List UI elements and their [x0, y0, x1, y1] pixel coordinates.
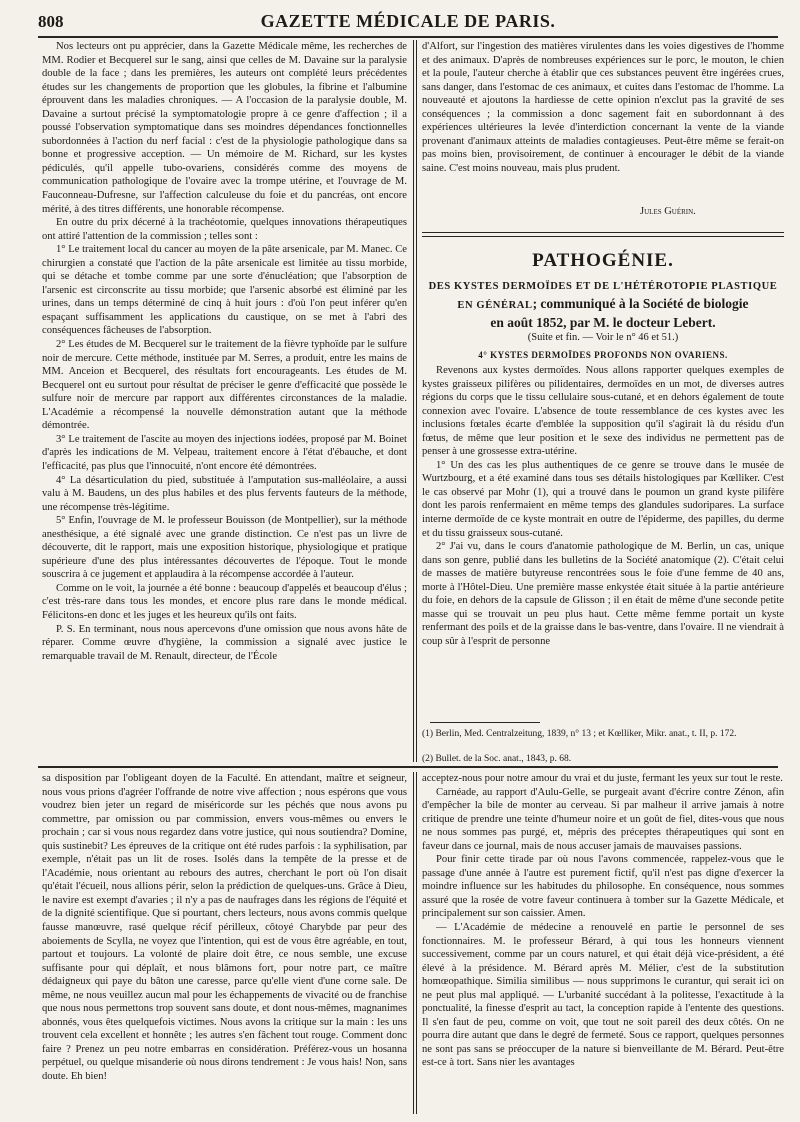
section-title: PATHOGÉNIE.: [532, 250, 674, 271]
page-number: 808: [38, 12, 64, 31]
paragraph: sa disposition par l'obligeant doyen de la Faculté. En attendant, maître et seigneur, nous vous prions d'agréer l'offrande de notre vive affection ; nous espérons que vous voudrez bien jeter un regard de miséricorde sur les péchés que nous avons pu commettre, par omission ou par commission, envers vous-mêmes ou envers le prochain ; car si vous nous regardez dans votre justice, qui nous soutiendra? Domine, quis sustinebit? Les épreuves de la critique ont été rudes parfois : la syphilisation, par exemple, n'était pas un lit de roses. Isolés dans la tempête de la presse et de l'Académie, nous orientant au rebours des autres, cherchant le port où l'on disait qu'était l'écueil, nous allions périr, selon la prédiction de quelques-uns. Grâce à Dieu, le navire est exempt d'avaries ; il n'y a pas de naufrages dans les régions de l'équité et de la dignité scientifique. Que si pourtant, chers lecteurs, nous avons commis quelque fausse manœuvre, rasé quelque récif périlleux, côtoyé Charybde par peur des aboiements de Scylla, ne voyez que l'intention, qui est de vous être agréable, en tout, partout et toujours. La volonté de plaire doit être, ce nous semble, une excuse suffisante pour qui déplaît, et nous blâmons fort, pour notre part, ce maître dédaigneux qui paye du bâton une caresse, parce qu'elle vient d'une corne sale. De même, ne nous veuillez aucun mal pour les échappements de vivacité ou de franchise que nous nous permettons trop souvent sans doute, et dont nous-mêmes, magnanimes abonnés, vous êtes quelquefois victimes. Nous avons la critique sur la main : les uns trouvent cela excellent et honnête ; les autres s'en fâchent tout rouge. Comment donc faire ? Prenez un peu notre embarras en considération. Préférez-vous un hosanna perpétuel, ou quelque misanderie où nous dirons tendrement : Je vous hais! Non, sans doute. Eh bien!: [42, 773, 407, 1083]
paragraph: 2° J'ai vu, dans le cours d'anatomie pathologique de M. Berlin, un cas, unique dans son genre, publié dans les bulletins de la Société anatomique (2). C'était celui de masses de matière butyreuse rencontrées sous le foie d'une femme de 40 ans, morte à l'Hôtel-Dieu. Une première masse enkystée était située à la partie antérieure du foie, en dehors de la capsule de Glisson ; il en était de même d'une seconde petite masse qui se trouvait un peu plus haut. Cette même femme portait un kyste renfermant des poils et de la graisse dans le bas-ventre, dans l'ovaire. Il ne viendrait à coup sûr à l'esprit de personne: [422, 541, 784, 647]
paragraph: 1° Le traitement local du cancer au moyen de la pâte arsenicale, par M. Manec. Ce chirurgien a constaté que l'action de la pâte arsenicale est limitée au tissu morbide, qui se détache et tombe comme par une sorte d'énucléation; que l'absorption de l'arsenic est circonscrite au tissu morbide; que l'arsenic absorbé est éliminé par les urines, dans un temps déterminé de cinq à huit jours : d'où l'on peut inférer qu'en espaçant suffisamment les applications du caustique, on se met à l'abri des conséquences fâcheuses de l'absorption.: [42, 244, 407, 337]
article-title-part: ; communiqué à la Société de biologie: [532, 296, 749, 311]
author-signature: Jules Guérin.: [640, 206, 696, 217]
footnote: (1) Berlin, Med. Centralzeitung, 1839, n° 13 ; et Kœlliker, Mikr. anat., t. II, p. 172.: [422, 729, 737, 739]
column-left-top: [42, 40, 407, 750]
paragraph: acceptez-nous pour notre amour du vrai et du juste, fermant les yeux sur tout le reste.: [422, 773, 783, 784]
horizontal-divider: [38, 766, 778, 768]
section-divider: [422, 232, 784, 237]
paragraph: Comme on le voit, la journée a été bonne : beaucoup d'appelés et beaucoup d'élus ; c'est très-rare dans tous les mondes, et encore plus rare dans le monde médical. Félicitons-en donc et les juges et les heureux qu'ils ont faits.: [42, 582, 407, 621]
footnote-rule: [430, 722, 540, 723]
column-divider-bottom: [413, 772, 417, 1114]
article-title-line: DES KYSTES DERMOÏDES ET DE L'HÉTÉROTOPIE PLASTIQUE: [428, 281, 778, 292]
paragraph: 5° Enfin, l'ouvrage de M. le professeur Bouisson (de Montpellier), sur la méthode anesthésique, a été signalé avec une grande distinction. Ce n'est pas un livre de découverte, dit le rapport, mais une exposition historique, physiologique et pratique supérieure d'une des plus intéressantes découvertes de l'époque. Tout le monde souscrira à ce jugement et applaudira à la récompense accordée à l'auteur.: [42, 515, 407, 581]
paragraph: P. S. En terminant, nous nous apercevons d'une omission que nous avons hâte de réparer. Comme œuvre d'hygiène, la commission a signalé avec justice le remarquable travail de M. Renault, directeur, de l'École: [42, 623, 407, 662]
paragraph: Revenons aux kystes dermoïdes. Nous allons rapporter quelques exemples de kystes graisseux pilifères ou pilidentaires, dermoïdes en un mot, de diverses autres régions du corps que le tissu cellulaire sous-cutané, et en dehors également de toute connexion avec l'ovaire. L'absence de toute ressemblance de ces kystes avec les inclusions fœtales écarte d'emblée la supposition qu'il s'agirait là du résidu d'un fœtus, de même que leur position et le sexe des individus ne permettent pas de penser à une grossesse extra-utérine.: [422, 365, 784, 458]
column-right-bottom: [422, 772, 784, 1114]
paragraph: 3° Le traitement de l'ascite au moyen des injections iodées, proposé par M. Boinet d'après les indications de M. Velpeau, traitement encore à l'état d'ébauche, et dont l'efficacité, pas plus que l'innocuité, n'ont encore été démontrées.: [42, 433, 407, 472]
continuation-note: (Suite et fin. — Voir le n° 46 et 51.): [527, 332, 679, 343]
article-title: [422, 278, 784, 331]
paragraph: d'Alfort, sur l'ingestion des matières virulentes dans les voies digestives de l'homme et des animaux. D'après de nombreuses expériences sur le porc, le mouton, le chien et la poule, l'auteur cherche à établir que ces substances peuvent être ingérées crues, sans danger, dans l'estomac de ces animaux, et cuites dans l'estomac de l'homme. La nouveauté et ajoutons la hardiesse de cette opinion n'exclut pas la gravité de ses conséquences ; la commission a donc sagement fait en subordonnant à des expériences ultérieures la levée d'interdiction concernant la vente de la viande provenant d'animaux atteints de maladies contagieuses. Peut-être même se ferait-on pas moins bien, provisoirement, de continuer à encourager le débit de la viande saine. C'est moins nouveau, mais plus prudent.: [422, 41, 784, 174]
paragraph: Carnéade, au rapport d'Aulu-Gelle, se purgeait avant d'écrire contre Zénon, afin d'empêcher la bile de monter au cerveau. Si par malheur il arrive jamais à notre critique de prendre une teinte d'humeur noire et un goût de fiel, dites-vous que nous ne nous sommes pas purgé, et, mépris des préceptes thérapeutiques qui sont en faveur dans ce journal, mais de nous accuser jamais de mauvaises passions.: [422, 786, 784, 852]
paragraph: — L'Académie de médecine a renouvelé en partie le personnel de ses fonctionnaires. M. le professeur Bérard, à qui tous les honneurs viennent successivement, comme par un cours naturel, et qui était déjà vice-président, a été élevé à la présidence. M. Bérard après M. Mélier, c'est de la substitution homœopathique. Similia similibus — nous supprimons le curantur, qui serait ici on ne peut plus mal appliqué. — L'urbanité succédant à la politesse, l'exactitude à la ponctualité, la finesse d'esprit au tact, la conception rapide à l'entente des questions. Il s'en faut de peu, comme on voit, que tout ne soit pareil des deux côtés. On ne pourra dire autant que dans le degré de fermeté. Sous ce rapport, quelques personnes ne sont pas sans se préoccuper de la nature si bienveillante de M. Bérard. Peut-être est-ce à tort. Sans nier les avantages: [422, 922, 784, 1069]
paragraph: Nos lecteurs ont pu apprécier, dans la Gazette Médicale même, les recherches de MM. Rodier et Becquerel sur le sang, ainsi que celles de M. Davaine sur la paralysie double de la face ; dans les premières, les auteurs ont complété leurs précédentes études sur les changements de proportion que les globules, la fibrine et l'albumine éprouvent dans les maladies chroniques. — A l'occasion de la paralysie double, M. Davaine a surtout précisé la symptomatologie propre à ce genre d'affection ; il a poussé l'observation symptomatique dans ses moindres dépendances fonctionnelles subordonnées à l'action du nerf facial : c'est de la physiologie pathologique dans sa bonne et progressive acception. — Un mémoire de M. Richard, sur les kystes pédiculés, qu'il appelle tubo-ovariens, considérés comme des moyens de communication pathologique de l'ovaire avec la trompe utérine, et l'ouvrage de M. Fauconneau-Dufresne, sur l'affection calculeuse du foie et du pancréas, ont encore mérité, à des titres différents, une honorable récompense.: [42, 41, 407, 215]
journal-title: GAZETTE MÉDICALE DE PARIS.: [260, 11, 556, 31]
subsection-heading: 4° KYSTES DERMOÏDES PROFONDS NON OVARIENS.: [478, 350, 728, 360]
column-divider-top: [413, 40, 417, 762]
paragraph: En outre du prix décerné à la trachéotomie, quelques innovations thérapeutiques ont attiré l'attention de la commission ; telles sont :: [42, 217, 407, 242]
article-title-part: EN GÉNÉRAL: [457, 300, 533, 311]
article-title-line: en août 1852, par M. le docteur Lebert.: [490, 315, 716, 330]
column-right-top: [422, 40, 784, 225]
page-header: [38, 8, 778, 38]
footnote: (2) Bullet. de la Soc. anat., 1843, p. 68.: [422, 754, 572, 764]
paragraph: 1° Un des cas les plus authentiques de ce genre se trouve dans le musée de Wurtzbourg, et a été examiné dans tous ses détails histologiques par Kœlliker. C'est le cas observé par Mohr (1), qui a trouvé dans le poumon un grand kyste pilifère dont les parois renfermaient en même temps des glandules sudoripares. La surface interne dermoïde de ce kyste montrait en outre de l'épiderme, des papilles, du derme et du tissu graisseux sous-cutané.: [422, 459, 784, 539]
paragraph: Pour finir cette tirade par où nous l'avons commencée, rappelez-vous que le passage d'une année à l'autre est purement fictif, qu'il n'est pas digne d'exercer la moindre influence sur les habitudes du philosophe. En conséquence, nous sommes assuré que la rosée de votre faveur continuera à tomber sur la Gazette Médicale, et principalement sur son caissier. Amen.: [422, 854, 784, 920]
paragraph: 4° La désarticulation du pied, substituée à l'amputation sus-malléolaire, a aussi valu à M. Baudens, un des plus habiles et des plus fervents fauteurs de la méthode, une récompense très-légitime.: [42, 474, 407, 513]
article-body: [422, 364, 784, 716]
article-title-line: [422, 295, 784, 314]
paragraph: 2° Les études de M. Becquerel sur le traitement de la fièvre typhoïde par le sulfure noir de mercure. Cette méthode, instituée par M. Serres, a produit, entre les mains de MM. Anceion et Becquerel, des résultats fort encourageants. Les études de M. Becquerel ont eu surtout pour résultat de préciser le genre d'efficacité que possède le sulfure noir de mercure par rapport aux différentes circonstances de la maladie. L'Académie a récompensé la nouvelle démonstration autant que la méthode démontrée.: [42, 339, 407, 432]
column-left-bottom: [42, 772, 407, 1114]
